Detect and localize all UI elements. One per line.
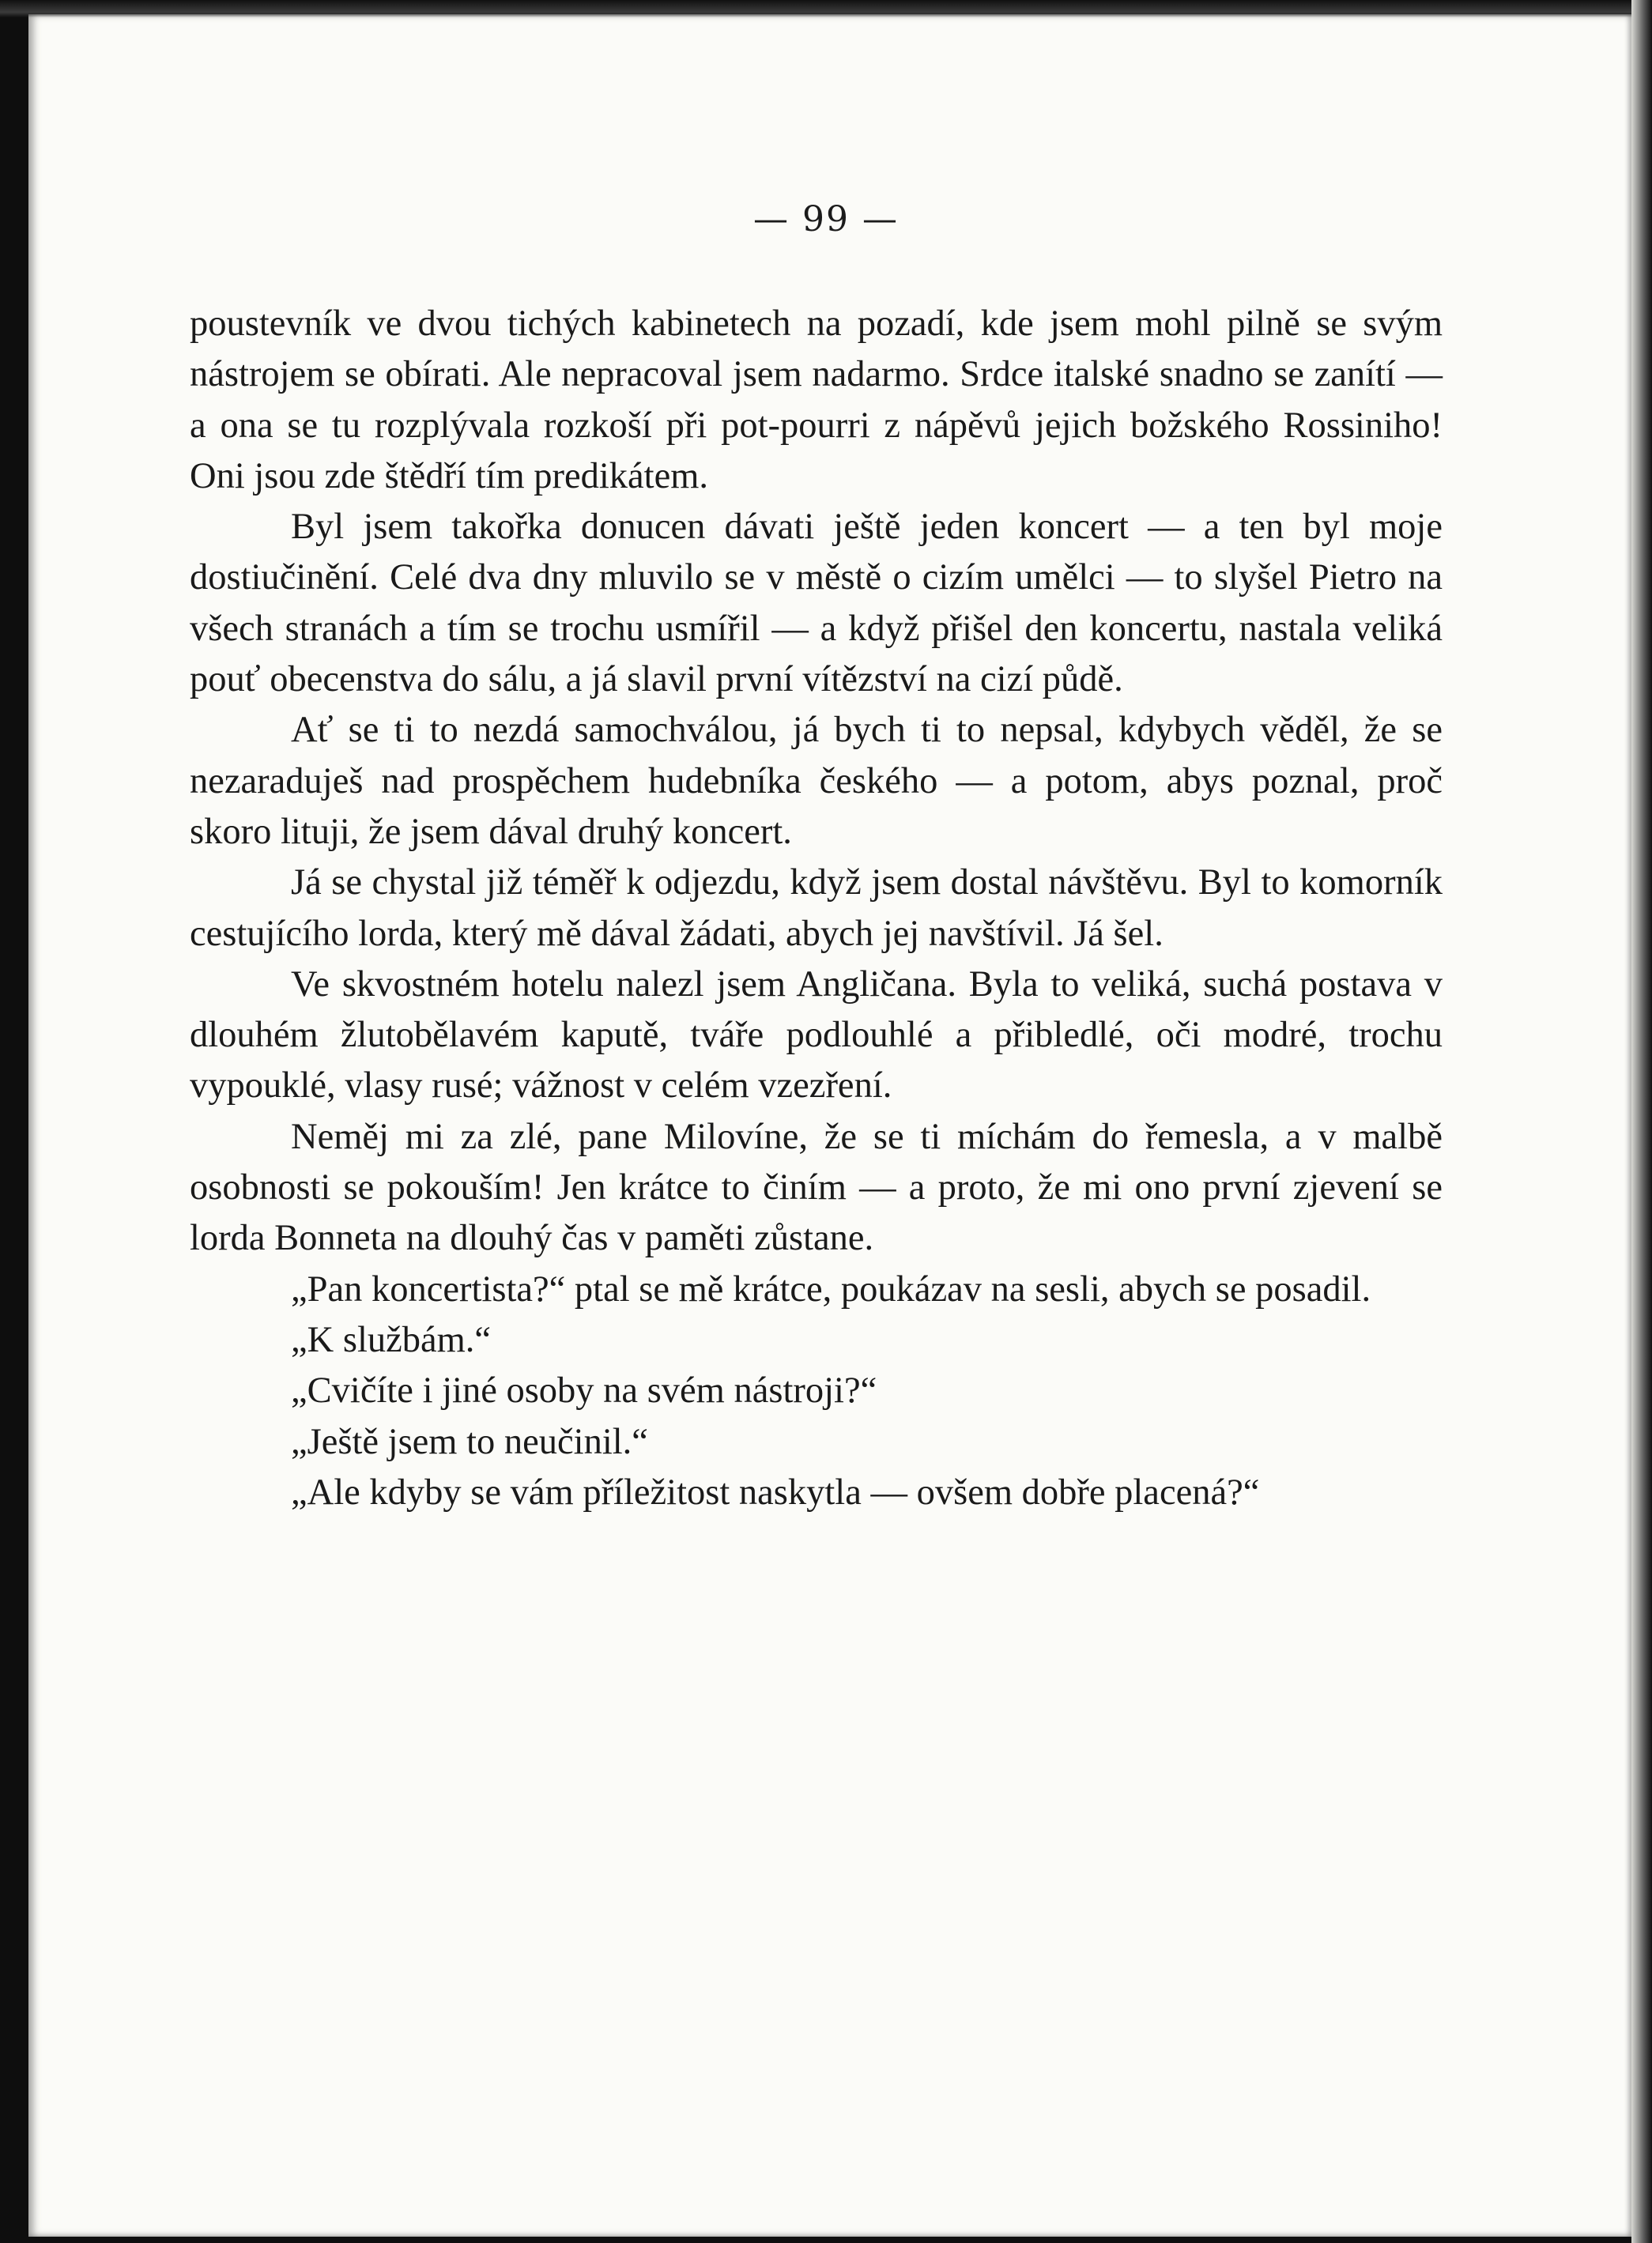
paragraph-2: Byl jsem takořka donucen dávati ještě jeden koncert — a ten byl moje dostiučinění. Celé dva dny mluvilo se v městě o cizím umělci — to slyšel Pietro na všech stranách a tím se trochu usmířil — a když přišel den koncertu, nastala veliká pouť obecenstva do sálu, a já slavil první vítězství na cizí půdě.	[190, 507, 1443, 700]
paragraph-4: Já se chystal již téměř k odjezdu, když jsem dostal návštěvu. Byl to komorník cestujícího lorda, který mě dával žádati, abych jej navštívil. Já šel.	[190, 862, 1443, 954]
body-text	[190, 299, 1443, 1518]
scan-right-edge	[1631, 0, 1652, 2243]
paragraph-9: „Cvičíte i jiné osoby na svém nástroji?“	[291, 1370, 877, 1412]
paragraph-11: „Ale kdyby se vám příležitost naskytla — ovšem dobře placená?“	[291, 1472, 1260, 1513]
page-number: — 99 —	[753, 199, 899, 239]
paragraph-5: Ve skvostném hotelu nalezl jsem Angličana. Byla to veliká, suchá postava v dlouhém žlutobělavém kaputě, tváře podlouhlé a přibledlé, oči modré, trochu vypouklé, vlasy rusé; vážnost v celém vzezření.	[190, 963, 1443, 1106]
paragraph-6: Neměj mi za zlé, pane Milovíne, že se ti míchám do řemesla, a v malbě osobnosti se pokouším! Jen krátce to činím — a proto, že mi ono první zjevení se lorda Bonneta na dlouhý čas v paměti zůstane.	[190, 1116, 1443, 1259]
paragraph-10: „Ještě jsem to neučinil.“	[291, 1421, 648, 1462]
paragraph-8: „K službám.“	[291, 1319, 492, 1360]
paragraph-7: „Pan koncertista?“ ptal se mě krátce, poukázav na sesli, abych se posadil.	[291, 1269, 1371, 1310]
paragraph-3: Ať se ti to nezdá samochválou, já bych ti to nepsal, kdybych věděl, že se nezaraduješ nad prospěchem hudebníka českého — a potom, abys poznal, proč skoro lituji, že jsem dával druhý koncert.	[190, 710, 1443, 852]
paragraph-1: poustevník ve dvou tichých kabinetech na pozadí, kde jsem mohl pilně se svým nástrojem se obírati. Ale nepracoval jsem nadarmo. Srdce italské snadno se zanítí — a ona se tu rozplývala rozkoší při pot-pourri z nápěvů jejich božského Rossiniho! Oni jsou zde štědří tím predikátem.	[190, 303, 1443, 496]
scan-top-edge	[0, 0, 1652, 17]
